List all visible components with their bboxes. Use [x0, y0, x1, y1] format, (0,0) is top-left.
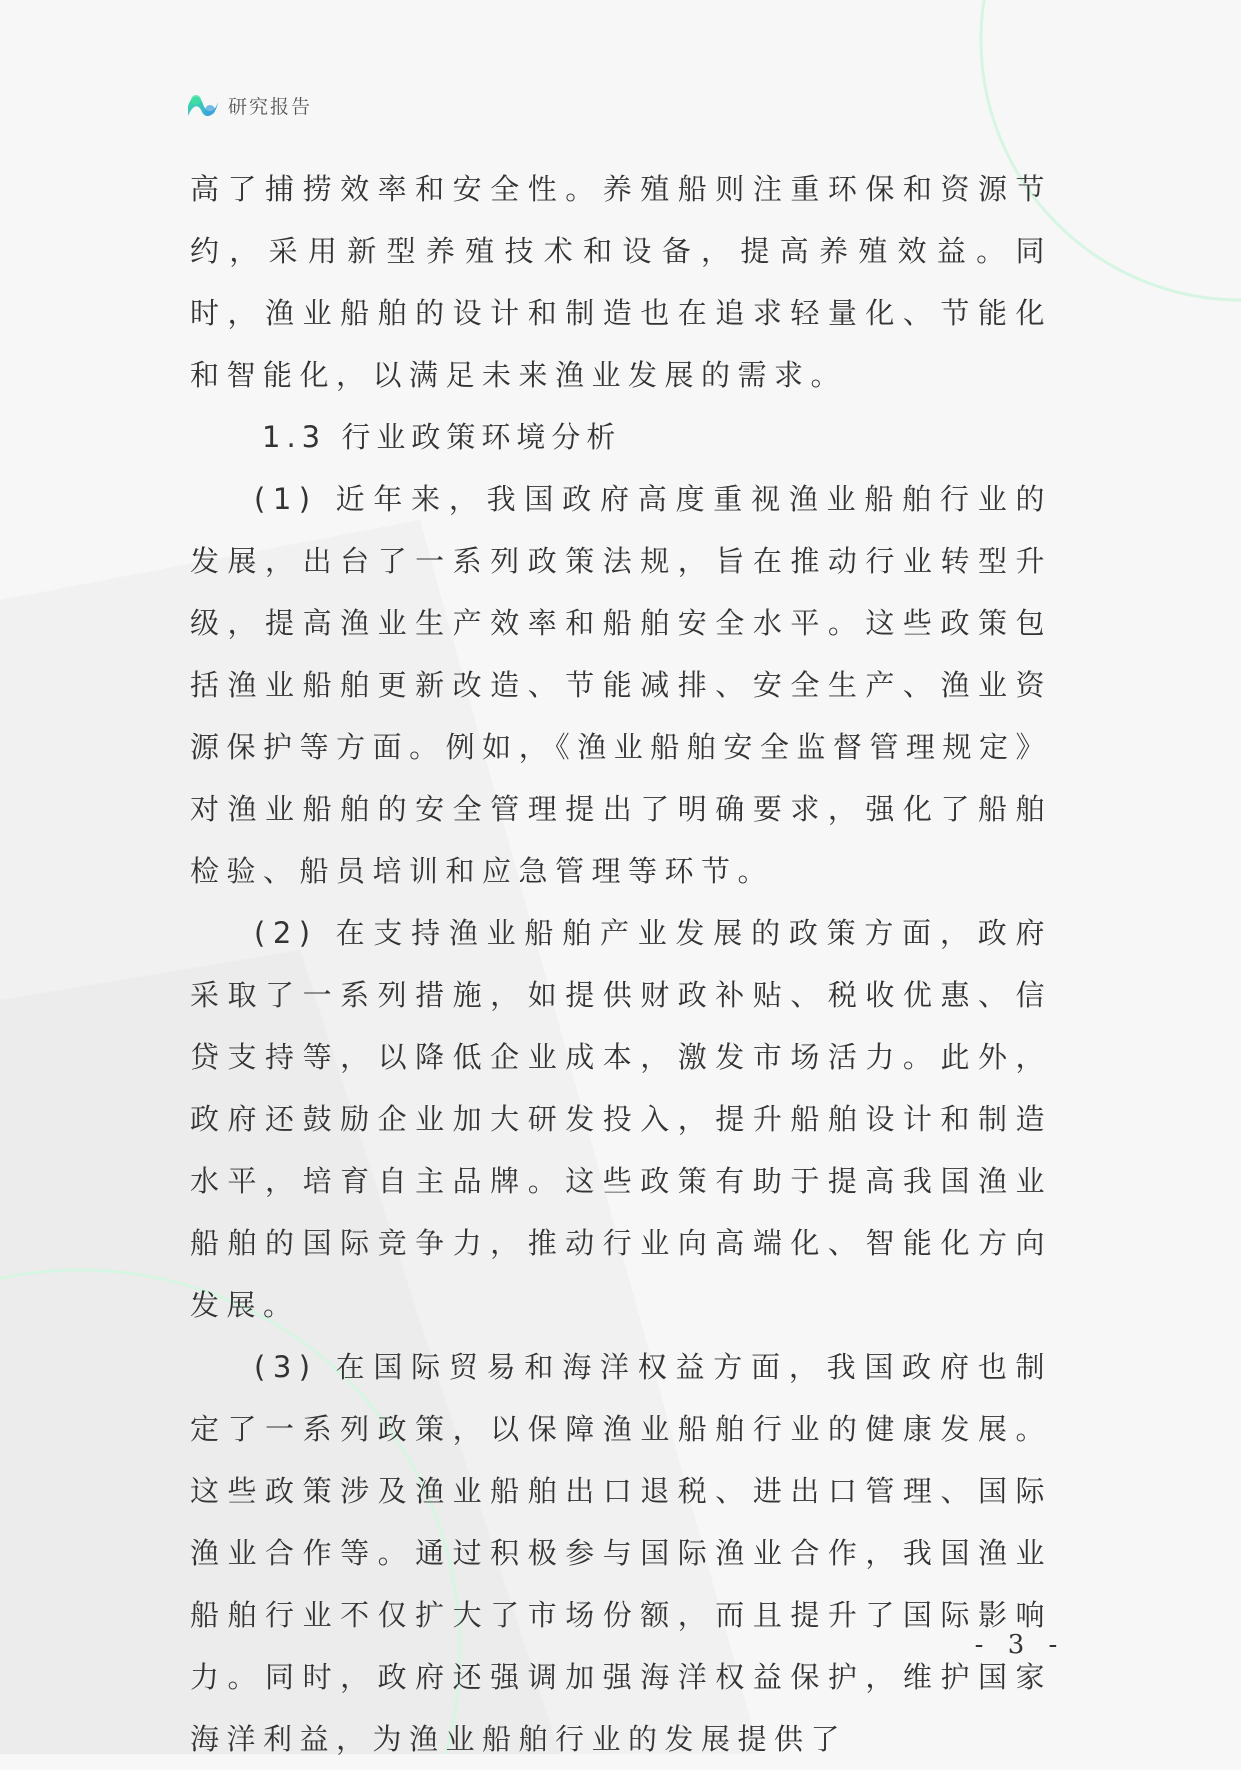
section-heading: 1.3 行业政策环境分析 — [262, 420, 622, 454]
paragraph-3: (3) 在国际贸易和海洋权益方面，我国政府也制定了一系列政策，以保障渔业船舶行业的健康发展。这些政策涉及渔业船舶出口退税、进出口管理、国际渔业合作等。通过积极参与国际渔业合作，我国渔业船舶行业不仅扩大了市场份额，而且提升了国际影响力。同时，政府还强调加强海洋权益保护，维护国家海洋利益，为渔业船舶行业的发展提供了 — [190, 1350, 1052, 1756]
report-body — [190, 158, 1052, 1770]
page-number: - 3 - — [974, 1630, 1066, 1660]
header-title: 研究报告 — [228, 95, 313, 118]
paragraph-2: (2) 在支持渔业船舶产业发展的政策方面，政府采取了一系列措施，如提供财政补贴、税收优惠、信贷支持等，以降低企业成本，激发市场活力。此外，政府还鼓励企业加大研发投入，提升船舶设计和制造水平，培育自主品牌。这些政策有助于提高我国渔业船舶的国际竞争力，推动行业向高端化、智能化方向发展。 — [190, 916, 1052, 1322]
paragraph-1: (1) 近年来，我国政府高度重视渔业船舶行业的发展，出台了一系列政策法规，旨在推动行业转型升级，提高渔业生产效率和船舶安全水平。这些政策包括渔业船舶更新改造、节能减排、安全生产、渔业资源保护等方面。例如，《渔业船舶安全监督管理规定》对渔业船舶的安全管理提出了明确要求，强化了船舶检验、船员培训和应急管理等环节。 — [190, 482, 1052, 888]
report-header — [186, 88, 312, 122]
brand-logo-icon — [186, 88, 220, 122]
paragraph-continuation: 高了捕捞效率和安全性。养殖船则注重环保和资源节约，采用新型养殖技术和设备，提高养殖效益。同时，渔业船舶的设计和制造也在追求轻量化、节能化和智能化，以满足未来渔业发展的需求。 — [190, 172, 1052, 392]
